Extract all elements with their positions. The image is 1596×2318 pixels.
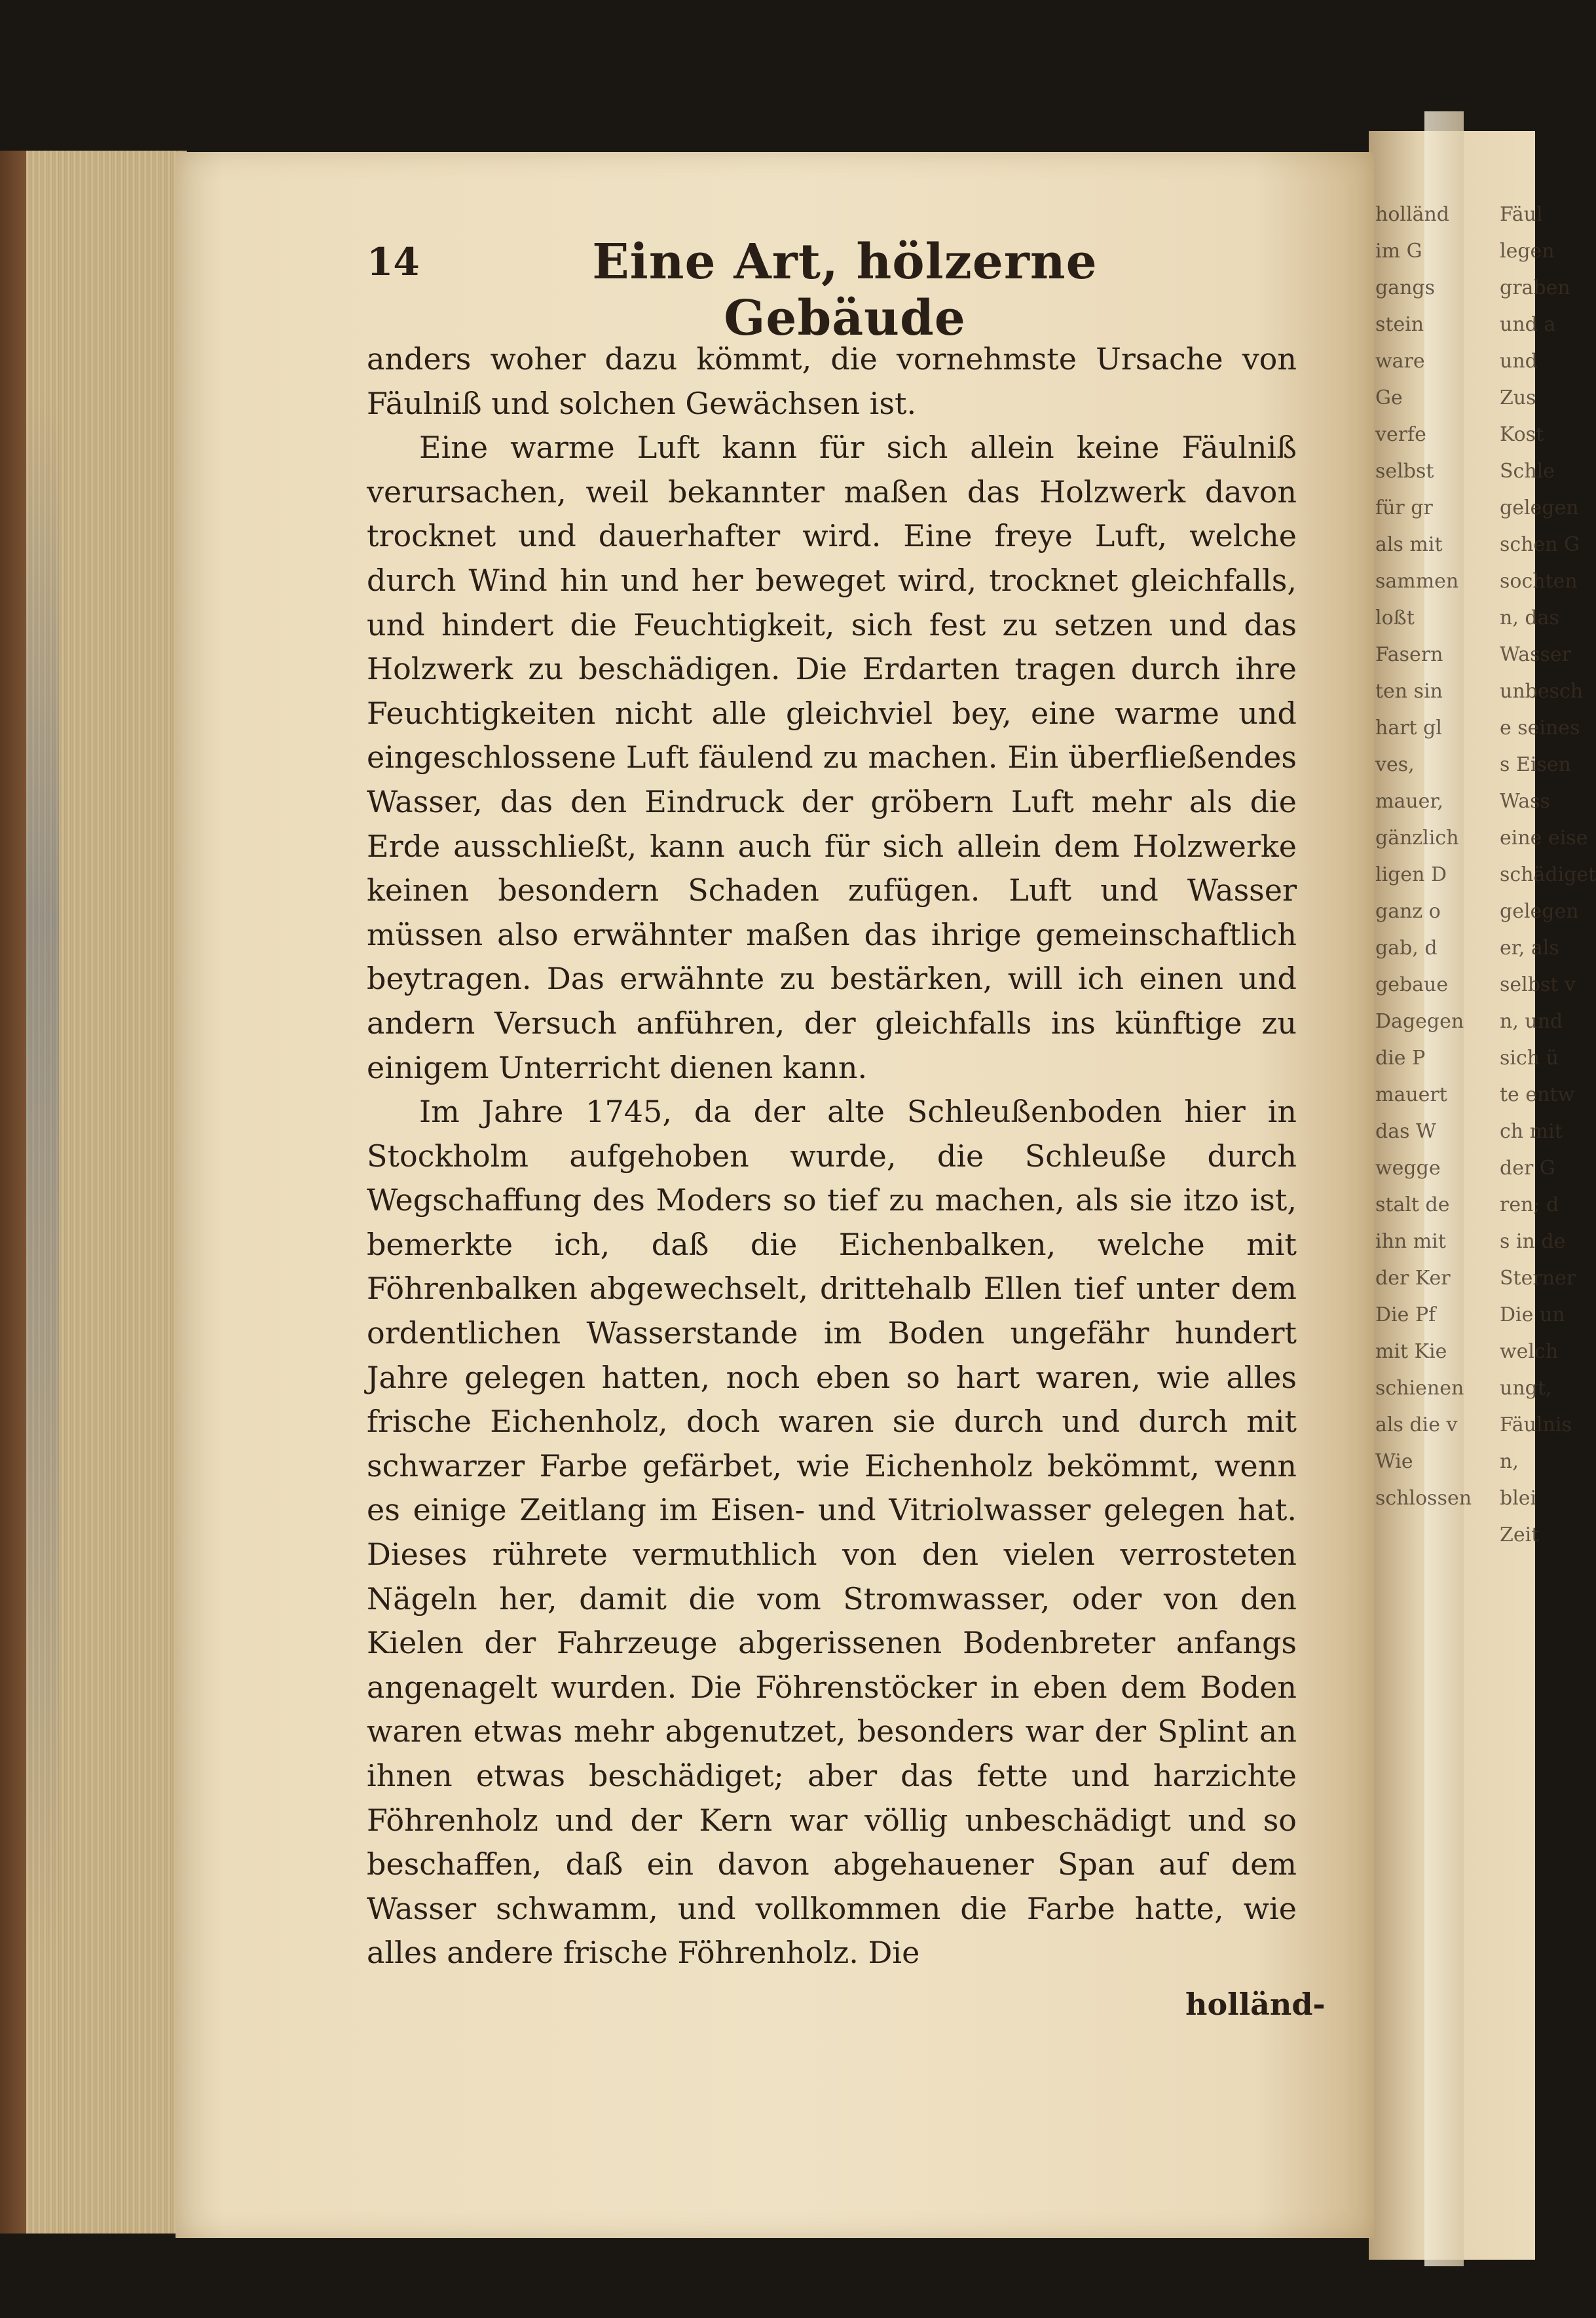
next-page-fragment: mauert xyxy=(1375,1083,1447,1106)
book-cover-edge xyxy=(0,151,26,2234)
body-text xyxy=(367,337,1297,1975)
next-page-fragment: gänzlich xyxy=(1375,827,1459,850)
next-page-fragment: selbst xyxy=(1375,460,1434,483)
next-page-fragment: der G xyxy=(1500,1157,1555,1180)
next-page-fragment: legen xyxy=(1500,240,1555,263)
next-page-fragment: stalt de xyxy=(1375,1193,1450,1216)
next-page-fragment: Die un xyxy=(1500,1303,1565,1326)
next-page-fragment: gangs xyxy=(1375,276,1436,299)
catchword: holländ- xyxy=(1185,1987,1326,2022)
next-page-fragment: Wie xyxy=(1375,1450,1413,1473)
next-page-fragment: mit Kie xyxy=(1375,1340,1447,1363)
next-page-fragment: verfe xyxy=(1375,423,1426,446)
next-page-fragment: schädiget xyxy=(1500,863,1596,886)
next-page-fragment: wegge xyxy=(1375,1157,1441,1180)
next-page-fragment: und a xyxy=(1500,313,1556,336)
next-page-fragment: als mit xyxy=(1375,533,1443,556)
next-page-fragment: welch xyxy=(1500,1340,1559,1363)
next-page-fragment: der Ker xyxy=(1375,1267,1451,1290)
next-page-column-a xyxy=(1375,196,1472,1517)
next-page-fragment: selbst v xyxy=(1500,973,1576,996)
next-page-fragment: schen G xyxy=(1500,533,1580,556)
next-page-fragment: er, als xyxy=(1500,937,1559,960)
next-page-fragment: ten sin xyxy=(1375,680,1443,703)
paragraph-1: anders woher dazu kömmt, die vornehmste Ursache von Fäulniß und solchen Gewächsen ist. xyxy=(367,341,1297,421)
next-page-fragment: gelegen xyxy=(1500,496,1579,519)
next-page-fragment: Dagegen xyxy=(1375,1010,1464,1033)
next-page-fragment: ligen D xyxy=(1375,863,1447,886)
next-page-fragment: e seines xyxy=(1500,717,1580,739)
next-page-fragment: ganz o xyxy=(1375,900,1441,923)
next-page-fragment: ren; d xyxy=(1500,1193,1559,1216)
next-page-fragment: mauer, xyxy=(1375,790,1443,813)
next-page-fragment: holländ xyxy=(1375,203,1449,226)
next-page-fragment: blei xyxy=(1500,1487,1537,1510)
next-page-fragment: für gr xyxy=(1375,496,1433,519)
next-page-fragment: eine eise xyxy=(1500,827,1588,850)
next-page-fragment: sochten xyxy=(1500,570,1578,593)
next-page-fragment: Wasser xyxy=(1500,643,1571,666)
next-page-fragment: Ge xyxy=(1375,386,1403,409)
next-page-fragment: sich ü xyxy=(1500,1047,1559,1070)
next-page-fragment: Die Pf xyxy=(1375,1303,1436,1326)
next-page-fragment: unbesch xyxy=(1500,680,1584,703)
next-page-fragment: ihn mit xyxy=(1375,1230,1446,1253)
running-head: Eine Art, hölzerne Gebäude xyxy=(592,234,1098,346)
next-page-fragment: Fäul xyxy=(1500,203,1543,226)
next-page-fragment: n, das xyxy=(1500,607,1559,629)
next-page-fragment: n, und xyxy=(1500,1010,1563,1033)
next-page-fragment: graben xyxy=(1500,276,1570,299)
next-page-fragment: die P xyxy=(1375,1047,1426,1070)
next-page-fragment: gebaue xyxy=(1375,973,1449,996)
next-page-fragment: Fäulnis xyxy=(1500,1413,1572,1436)
next-page-fragment: gab, d xyxy=(1375,937,1438,960)
next-page-fragment: Schle xyxy=(1500,460,1555,483)
next-page-fragment: hart gl xyxy=(1375,717,1442,739)
next-page-fragment: Zeit xyxy=(1500,1524,1540,1546)
next-page-fragment: Wass xyxy=(1500,790,1550,813)
next-page-fragment: das W xyxy=(1375,1120,1436,1143)
next-page-fragment: Fasern xyxy=(1375,643,1443,666)
next-page-fragment: ware xyxy=(1375,350,1425,373)
next-page-fragment: ch mit xyxy=(1500,1120,1563,1143)
next-page-fragment: Kost xyxy=(1500,423,1544,446)
next-page-fragment: Zus xyxy=(1500,386,1536,409)
next-page-fragment: stein xyxy=(1375,313,1424,336)
next-page-fragment: Sterner xyxy=(1500,1267,1576,1290)
next-page-fragment: ungt, xyxy=(1500,1377,1552,1400)
next-page-text xyxy=(1375,196,1596,2161)
next-page-fragment: s in de xyxy=(1500,1230,1566,1253)
next-page-fragment: schienen xyxy=(1375,1377,1464,1400)
next-page-column-b xyxy=(1500,196,1596,1554)
next-page-fragment: n, xyxy=(1500,1450,1519,1473)
next-page-fragment: sammen xyxy=(1375,570,1459,593)
next-page-fragment: im G xyxy=(1375,240,1422,263)
next-page-fragment: te entw xyxy=(1500,1083,1575,1106)
page-number: 14 xyxy=(367,240,420,284)
next-page-fragment: und xyxy=(1500,350,1538,373)
next-page-fragment: s Eisen xyxy=(1500,753,1571,776)
next-page-fragment: gelegen xyxy=(1500,900,1579,923)
paragraph-2: Eine warme Luft kann für sich allein keine Fäulniß verursachen, weil bekannter maßen das Holzwerk davon trocknet und dauerhafter wird. Eine freye Luft, welche durch Wind hin und her beweget wird, trocknet gleichfalls, und hindert die Feuchtigkeit, sich fest zu setzen und das Holzwerk zu beschädigen. Die Erdarten tragen durch ihre Feuchtigkeiten nicht alle gleichviel bey, eine warme und eingeschlossene Luft fäulend zu machen. Ein überfließendes Wasser, das den Eindruck der gröbern Luft mehr als die Erde ausschließt, kann auch für sich allein dem Holzwerke keinen besondern Schaden zufügen. Luft und Wasser müssen also erwähnter maßen das ihrige gemeinschaftlich beytragen. Das erwähnte zu bestärken, will ich einen und andern Versuch anführen, der gleichfalls ins künftige zu einigem Unterricht dienen kann. xyxy=(367,430,1297,1085)
next-page-fragment: ves, xyxy=(1375,753,1415,776)
next-page-fragment: loßt xyxy=(1375,607,1415,629)
paragraph-3: Im Jahre 1745, da der alte Schleußenboden hier in Stockholm aufgehoben wurde, die Schleuße durch Wegschaffung des Moders so tief zu machen, als sie itzo ist, bemerkte ich, daß die Eichenbalken, welche mit Föhrenbalken abgewechselt, drittehalb Ellen tief unter dem ordentlichen Wasserstande im Boden ungefähr hundert Jahre gelegen hatten, noch eben so hart waren, wie alles frische Eichenholz, doch waren sie durch und durch mit schwarzer Farbe gefärbet, wie Eichenholz bekömmt, wenn es einige Zeitlang im Eisen- und Vitriolwasser gelegen hat. Dieses rührete vermuthlich von den vielen verrosteten Nägeln her, damit die vom Stromwasser, oder von den Kielen der Fahrzeuge abgerissenen Bodenbreter anfangs angenagelt wurden. Die Föhrenstöcker in eben dem Boden waren etwas mehr abgenutzet, besonders war der Splint an ihnen etwas beschädiget; aber das fette und harzichte Föhrenholz und der Kern war völlig unbeschädigt und so beschaffen, daß ein davon abgehauener Span auf dem Wasser schwamm, und vollkommen die Farbe hatte, wie alles andere frische Föhrenholz. Die xyxy=(367,1094,1297,1971)
next-page-fragment: als die v xyxy=(1375,1413,1458,1436)
next-page-fragment: schlossen xyxy=(1375,1487,1472,1510)
